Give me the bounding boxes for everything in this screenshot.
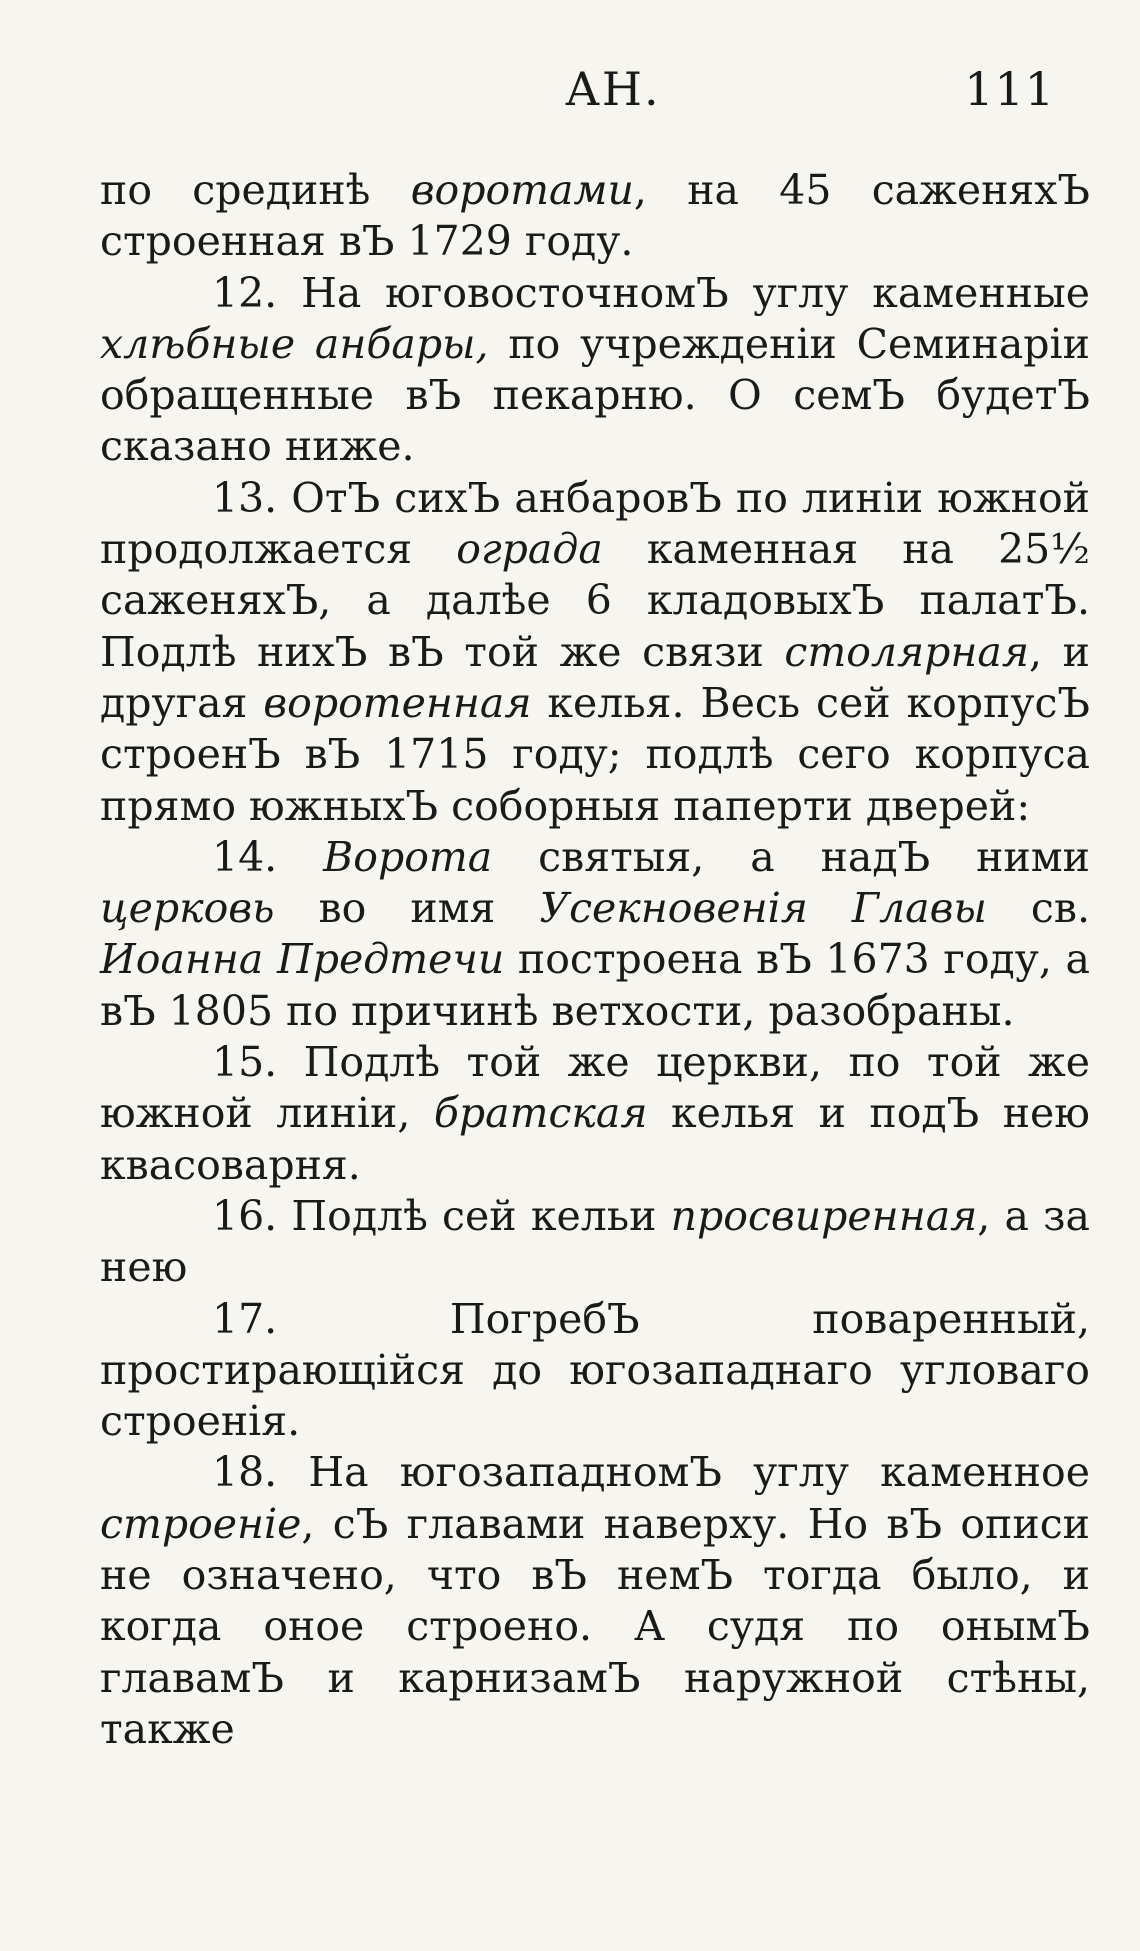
- text-run: 17. ПогребЪ поваренный, простирающійся до югозападнаго угловаго строенія.: [100, 1294, 1090, 1446]
- text-run: во имя: [274, 884, 540, 933]
- italic-text: воротами: [410, 166, 634, 214]
- text-run: 16. Подлѣ сей кельи: [212, 1191, 671, 1240]
- italic-text: просвиренная: [670, 1191, 978, 1240]
- italic-text: Иоанна Предтечи: [100, 935, 505, 984]
- italic-text: церковь: [100, 884, 275, 933]
- header-title: АН.: [565, 62, 661, 116]
- text-run: 15. Подлѣ той же церкви, по той же южной линіи,: [100, 1038, 1090, 1138]
- text-run: 12. На юговосточномЪ углу каменные: [212, 268, 1090, 317]
- italic-text: ограда: [456, 525, 603, 574]
- text-run: келья и подЪ нею квасоварня.: [100, 1089, 1090, 1189]
- text-run: , сЪ главами наверху. Но вЪ описи не означено, что вЪ немЪ тогда было, и когда оное строено. А судя по онымЪ главамЪ и карнизамЪ наружной стѣны, также: [100, 1499, 1090, 1753]
- italic-text: Ворота: [323, 832, 493, 881]
- paragraph: [100, 832, 1090, 1037]
- text-run: по срединѣ: [100, 166, 411, 214]
- page-text: [100, 165, 1090, 1755]
- paragraph: [100, 1191, 1090, 1294]
- paragraph: [100, 1447, 1090, 1755]
- text-run: св.: [986, 884, 1090, 933]
- text-run: 18. На югозападномЪ углу каменное: [212, 1448, 1090, 1497]
- text-run: 13. ОтЪ сихЪ анбаровЪ по линіи южной продолжается: [100, 473, 1090, 574]
- paragraph: [100, 1037, 1090, 1191]
- paragraph: [100, 268, 1090, 473]
- text-run: , и другая: [100, 627, 1090, 727]
- paragraph: [100, 1294, 1090, 1448]
- italic-text: Усекновенія Главы: [539, 884, 987, 933]
- text-run: 14.: [212, 832, 324, 881]
- italic-text: строеніе: [100, 1499, 302, 1548]
- running-header: [100, 62, 1100, 122]
- italic-text: воротенная: [263, 678, 532, 727]
- italic-text: братская: [433, 1089, 648, 1138]
- text-run: построена вЪ 1673 году, а вЪ 1805 по причинѣ ветхости, разобраны.: [100, 935, 1090, 1035]
- text-run: , а за нею: [100, 1191, 1090, 1292]
- text-run: каменная на 25½ саженяхЪ, а далѣе 6 кладовыхЪ палатЪ. Подлѣ нихЪ вЪ той же связи: [100, 525, 1090, 676]
- italic-text: хлѣбные анбары,: [100, 319, 489, 368]
- text-run: по учрежденіи Семинаріи обращенные вЪ пекарню. О семЪ будетЪ сказано ниже.: [100, 319, 1090, 471]
- page-number: 111: [964, 62, 1055, 116]
- paragraph: [100, 473, 1090, 832]
- paragraph: [100, 165, 1090, 268]
- italic-text: столярная: [784, 627, 1030, 676]
- text-run: , на 45 саженяхЪ строенная вЪ 1729 году.: [100, 166, 1090, 266]
- text-run: святыя, а надЪ ними: [492, 832, 1090, 881]
- text-run: келья. Весь сей корпусЪ строенЪ вЪ 1715 году; подлѣ сего корпуса прямо южныхЪ соборныя паперти дверей:: [100, 678, 1090, 830]
